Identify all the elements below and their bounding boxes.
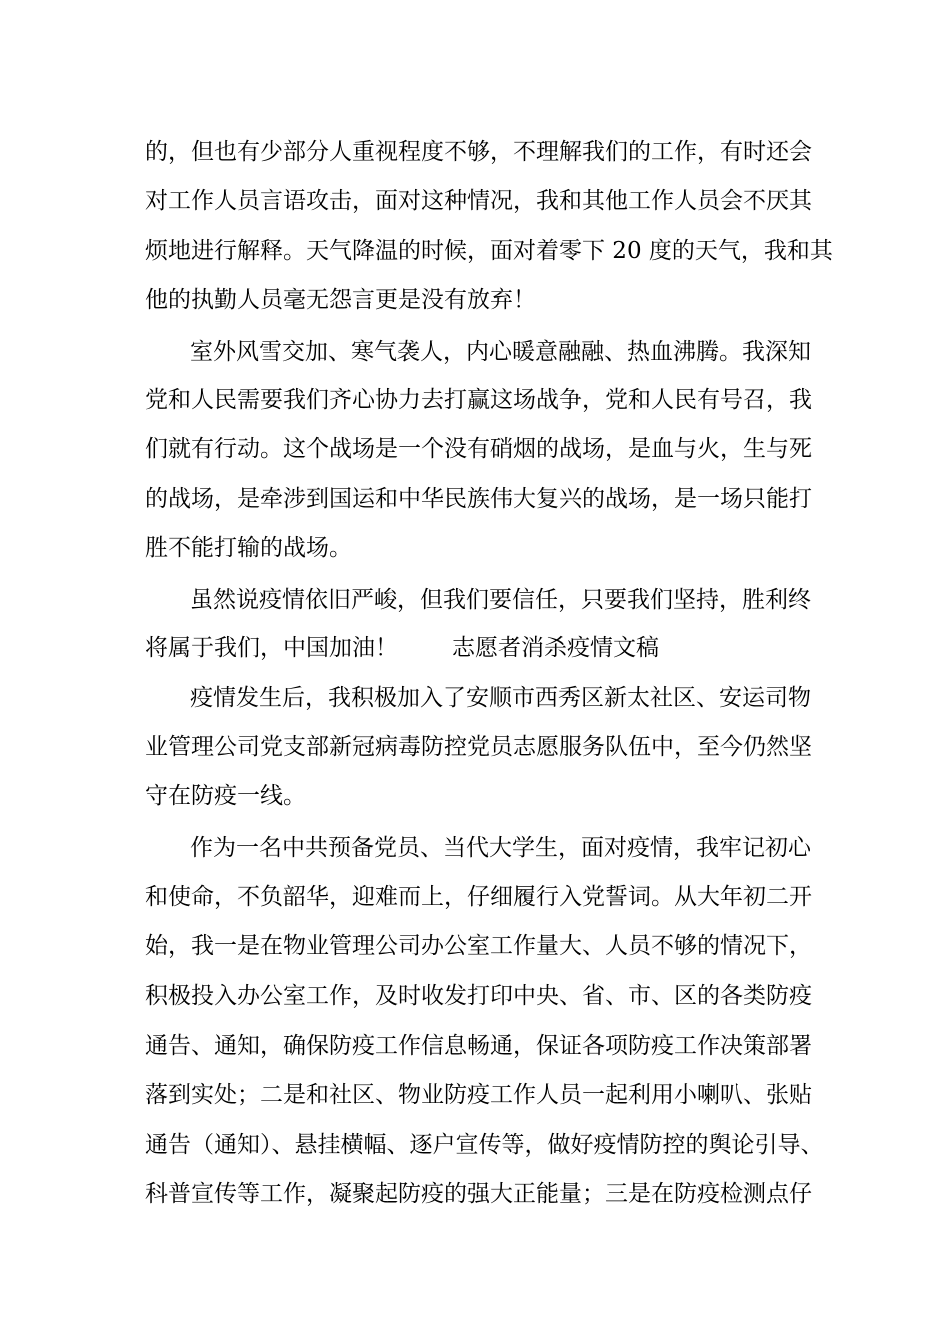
text-line: 和使命，不负韶华，迎难而上，仔细履行入党誓词。从大年初二开: [145, 884, 812, 910]
text-line: 胜不能打输的战场。: [145, 535, 352, 561]
text-line: 烦地进行解释。天气降温的时候，面对着零下 20 度的天气，我和其: [145, 238, 833, 264]
text-line: 他的执勤人员毫无怨言更是没有放弃！: [145, 287, 536, 313]
text-fragment: 将属于我们，中国加油！: [145, 635, 398, 661]
paragraph-first-line: 室外风雪交加、寒气袭人，内心暖意融融、热血沸腾。我深知: [190, 339, 811, 365]
text-line: [145, 633, 825, 663]
text-line: 对工作人员言语攻击，面对这种情况，我和其他工作人员会不厌其: [145, 188, 812, 214]
text-line: 通告（通知）、悬挂横幅、逐户宣传等，做好疫情防控的舆论引导、: [145, 1132, 824, 1158]
text-line: 党和人民需要我们齐心协力去打赢这场战争，党和人民有号召，我: [145, 387, 812, 413]
text-line: 积极投入办公室工作，及时收发打印中央、省、市、区的各类防疫: [145, 983, 812, 1009]
text-line: 通告、通知，确保防疫工作信息畅通，保证各项防疫工作决策部署: [145, 1033, 812, 1059]
text-line: 们就有行动。这个战场是一个没有硝烟的战场，是血与火，生与死: [145, 436, 812, 462]
paragraph-first-line: 虽然说疫情依旧严峻，但我们要信任，只要我们坚持，胜利终: [190, 587, 811, 613]
section-title: 志愿者消杀疫情文稿: [452, 635, 659, 661]
text-line: 的战场，是牵涉到国运和中华民族伟大复兴的战场，是一场只能打: [145, 486, 812, 512]
text-line: 业管理公司党支部新冠病毒防控党员志愿服务队伍中，至今仍然坚: [145, 734, 812, 760]
paragraph-first-line: 疫情发生后，我积极加入了安顺市西秀区新太社区、安运司物: [190, 685, 811, 711]
text-line: 的，但也有少部分人重视程度不够，不理解我们的工作，有时还会: [145, 139, 812, 165]
text-line: 科普宣传等工作，凝聚起防疫的强大正能量；三是在防疫检测点仔: [145, 1181, 812, 1207]
text-line: 守在防疫一线。: [145, 783, 306, 809]
text-line: 始，我一是在物业管理公司办公室工作量大、人员不够的情况下，: [145, 933, 812, 959]
text-line: 落到实处；二是和社区、物业防疫工作人员一起利用小喇叭、张贴: [145, 1082, 812, 1108]
paragraph-first-line: 作为一名中共预备党员、当代大学生，面对疫情，我牢记初心: [190, 835, 811, 861]
